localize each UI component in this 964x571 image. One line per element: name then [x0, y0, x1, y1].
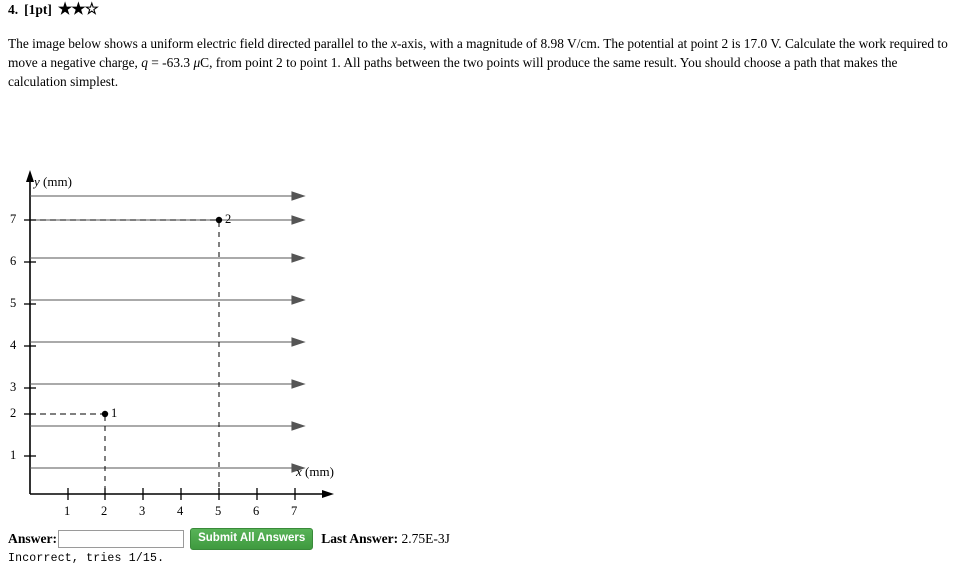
- x-tick-label: 6: [253, 504, 260, 518]
- submit-all-answers-button[interactable]: Submit All Answers: [190, 528, 313, 550]
- y-axis-symbol: y: [34, 174, 40, 189]
- y-axis-label: [34, 174, 72, 190]
- y-tick-label: 6: [10, 254, 17, 268]
- last-answer: [321, 531, 450, 547]
- y-tick-label: 3: [10, 380, 17, 394]
- point-label-1: 1: [111, 406, 118, 420]
- question-points: [1pt]: [24, 2, 52, 17]
- question-number: 4.: [8, 2, 19, 17]
- question-text-part1: The image below shows a uniform electric field directed parallel to the: [8, 36, 391, 51]
- status-message: Incorrect, tries 1/15.: [8, 552, 165, 565]
- field-diagram: [0, 160, 420, 520]
- x-axis-symbol: x: [296, 464, 302, 479]
- x-tick-label: 5: [215, 504, 222, 518]
- point-label-2: 2: [225, 212, 232, 226]
- y-tick-label: 7: [10, 212, 17, 226]
- field-diagram-svg: [0, 160, 420, 520]
- y-tick-label: 4: [10, 338, 17, 352]
- question-text-part2: -axis, with a magnitude of 8.98 V/cm. The potential at point 2 is 17.0 V. Calculate the work required to move a negative charge,: [8, 36, 948, 71]
- question-text-mu: μ: [193, 55, 201, 71]
- question-text-charge-symbol: q: [141, 55, 148, 71]
- question-text: [8, 34, 956, 91]
- question-header: [8, 2, 98, 18]
- answer-input[interactable]: [58, 530, 184, 548]
- x-tick-label: 7: [291, 504, 298, 518]
- x-tick-label: 4: [177, 504, 184, 518]
- difficulty-stars: [58, 2, 98, 18]
- x-tick-label: 1: [64, 504, 71, 518]
- x-axis-label: [296, 464, 334, 480]
- answer-label: Answer:: [8, 530, 58, 546]
- last-answer-value: 2.75E-3J: [401, 530, 450, 546]
- x-axis-unit: (mm): [305, 464, 334, 479]
- answer-row: [8, 528, 450, 550]
- x-tick-label: 3: [139, 504, 146, 518]
- question-text-part3: = -63.3: [147, 55, 194, 71]
- y-axis-unit: (mm): [43, 174, 72, 189]
- question-text-part4: C, from point 2 to point 1. All paths between the two points will produce the same result. You should choose a path that makes the calculation simplest.: [8, 55, 898, 90]
- star-filled-icon: ★: [71, 1, 85, 18]
- y-tick-label: 1: [10, 448, 17, 462]
- last-answer-label: Last Answer:: [321, 530, 399, 546]
- y-tick-label: 2: [10, 406, 17, 420]
- x-tick-label: 2: [101, 504, 108, 518]
- y-tick-label: 5: [10, 296, 17, 310]
- star-empty-icon: ☆: [84, 1, 98, 18]
- question-text-xaxis: x: [390, 36, 397, 51]
- star-filled-icon: ★: [57, 1, 72, 18]
